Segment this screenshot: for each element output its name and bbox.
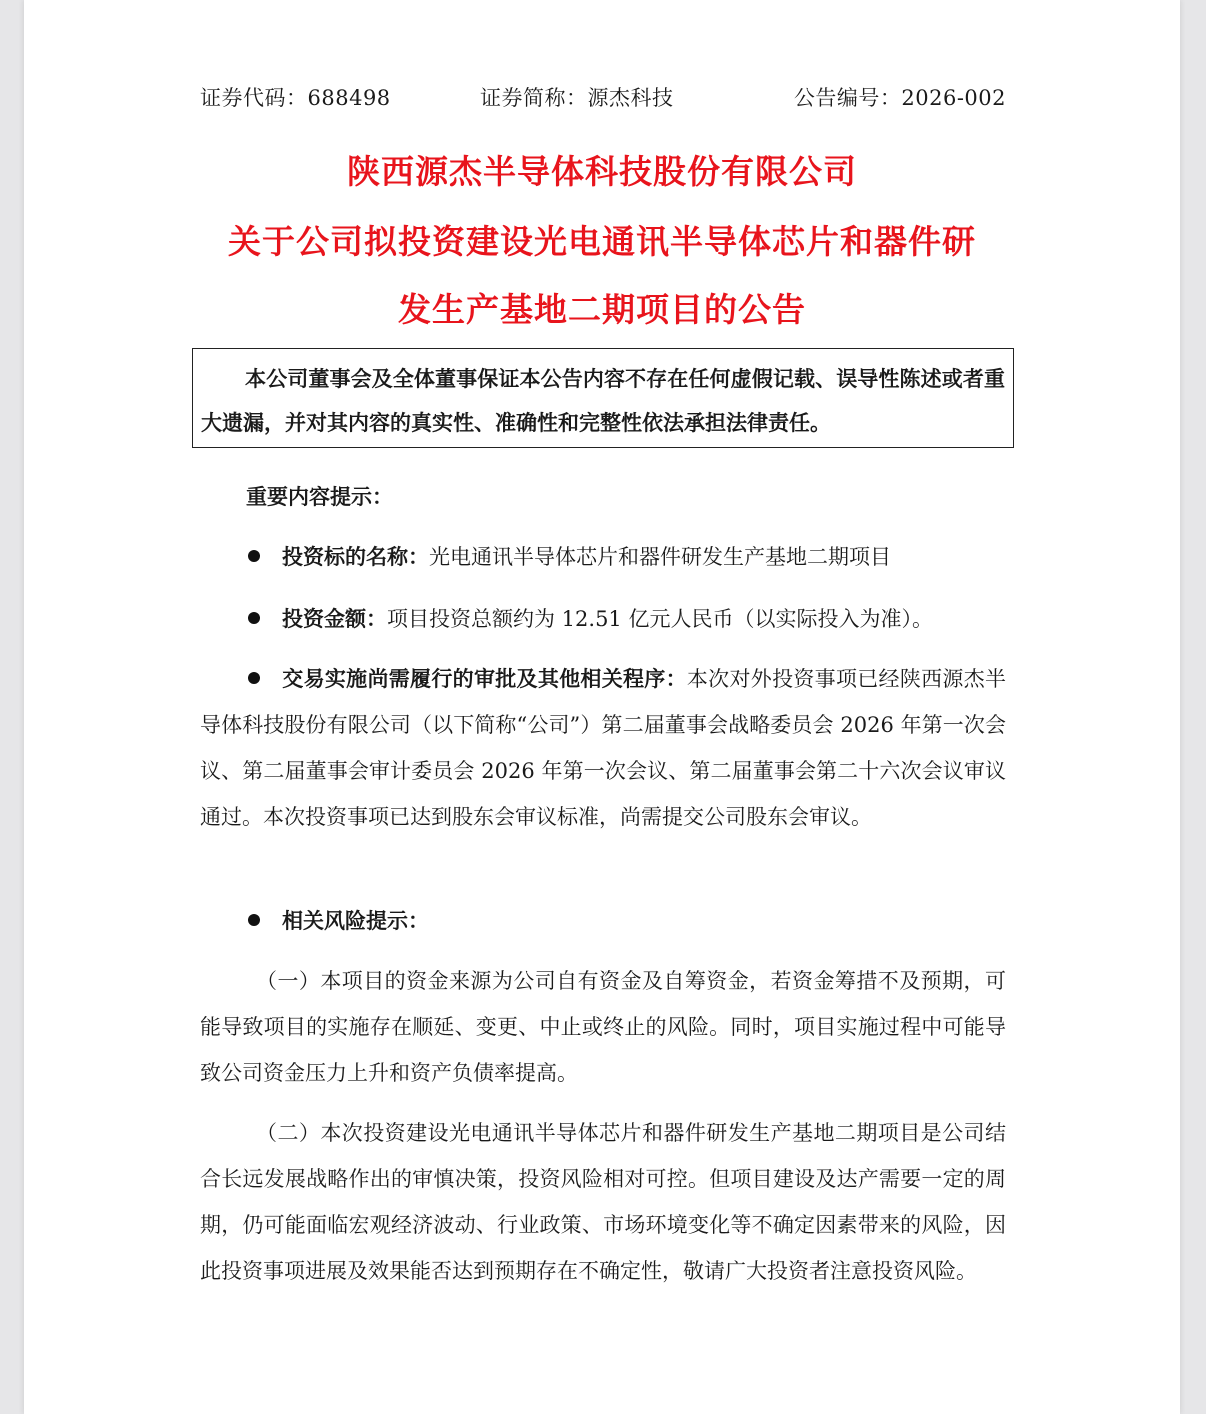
title-company: 陕西源杰半导体科技股份有限公司 <box>347 152 857 191</box>
title-line-2: 关于公司拟投资建设光电通讯半导体芯片和器件研 <box>228 222 976 261</box>
risk-paragraph-2: （二）本次投资建设光电通讯半导体芯片和器件研发生产基地二期项目是公司结合长远发展战略作出的审慎决策，投资风险相对可控。但项目建设及达产需要一定的周期，仍可能面临宏观经济波动、行业政策、市场环境变化等不确定因素带来的风险，因此投资事项进展及效果能否达到预期存在不确定性，敬请广大投资者注意投资风险。 <box>200 1121 1006 1283</box>
bullet-label: 投资标的名称： <box>282 545 429 569</box>
key-tips-heading: 重要内容提示： <box>246 485 393 509</box>
bullet-icon <box>248 672 260 684</box>
bullet-text: 项目投资总额约为 12.51 亿元人民币（以实际投入为准）。 <box>387 607 933 631</box>
security-code: 证券代码：688498 <box>200 86 391 110</box>
board-statement-box: 本公司董事会及全体董事保证本公告内容不存在任何虚假记载、误导性陈述或者重大遗漏，并对其内容的真实性、准确性和完整性依法承担法律责任。 <box>192 348 1014 448</box>
bullet-item-approval-procedures <box>200 656 1006 840</box>
bullet-label: 投资金额： <box>282 607 387 631</box>
bullet-label: 交易实施尚需履行的审批及其他相关程序： <box>282 667 687 691</box>
bullet-text: 本次对外投资事项已经陕西源杰半导体科技股份有限公司（以下简称“公司”）第二届董事会战略委员会 2026 年第一次会议、第二届董事会审计委员会 2026 年第一次会议、第二届董事会第二十六次会议审议通过。本次投资事项已达到股东会审议标准，尚需提交公司股东会审议。 <box>200 667 1007 829</box>
bullet-text: 光电通讯半导体芯片和器件研发生产基地二期项目 <box>429 545 891 569</box>
bullet-icon <box>248 550 260 562</box>
bullet-item-investment-target <box>200 534 1006 580</box>
bullet-icon <box>248 914 260 926</box>
announcement-number: 公告编号：2026-002 <box>793 86 1006 110</box>
document-header <box>200 82 1006 112</box>
security-abbreviation: 证券简称：源杰科技 <box>480 86 674 110</box>
document-page <box>24 0 1180 1414</box>
title-line-3: 发生产基地二期项目的公告 <box>398 290 806 329</box>
bullet-item-risk-tips <box>200 898 1006 944</box>
bullet-item-investment-amount <box>200 596 1006 642</box>
risk-paragraph-1: （一）本项目的资金来源为公司自有资金及自筹资金，若资金筹措不及预期，可能导致项目的实施存在顺延、变更、中止或终止的风险。同时，项目实施过程中可能导致公司资金压力上升和资产负债率提高。 <box>200 969 1006 1085</box>
bullet-icon <box>248 612 260 624</box>
bullet-label: 相关风险提示： <box>282 909 429 933</box>
